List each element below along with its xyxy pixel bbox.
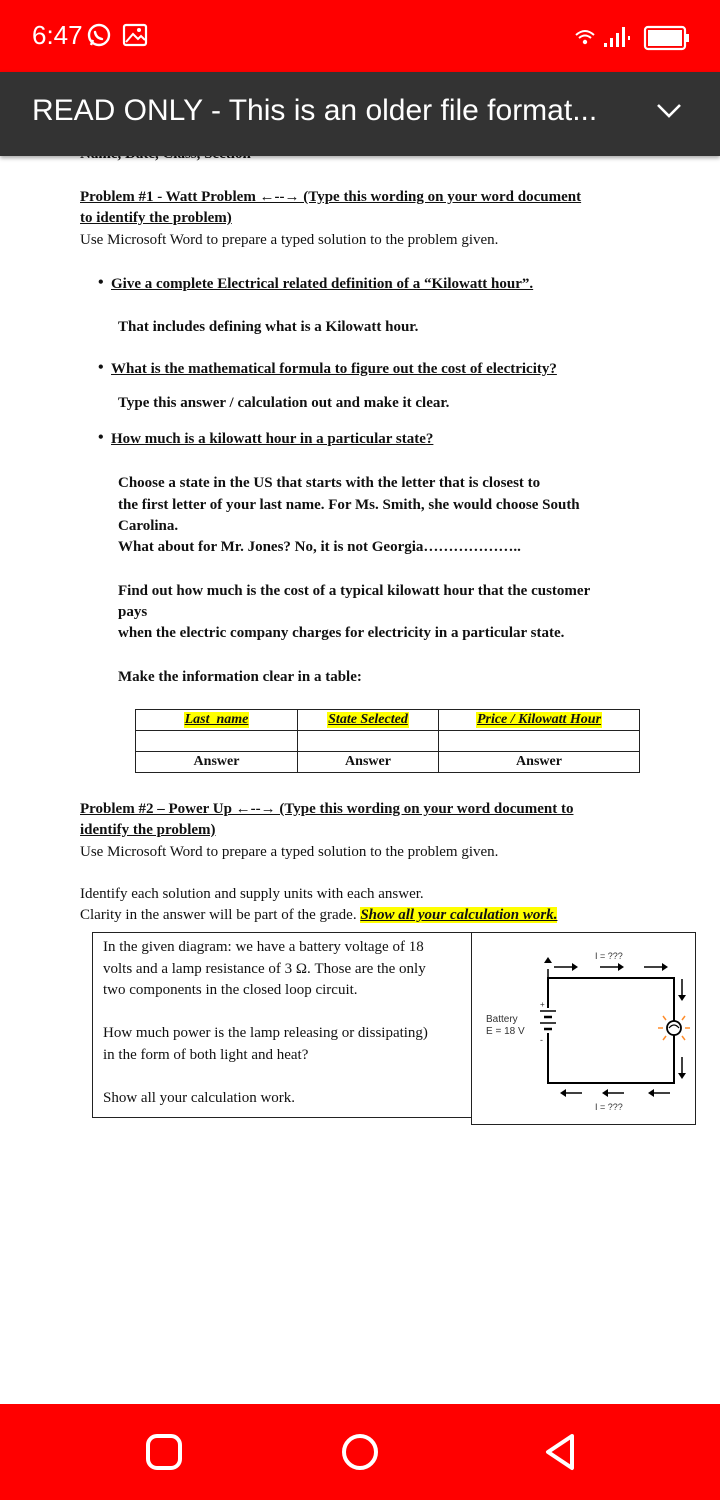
box-line: Show all your calculation work. bbox=[103, 1090, 296, 1106]
table-cell[interactable] bbox=[439, 731, 640, 752]
box-line: How much power is the lamp releasing or dissipating) bbox=[103, 1025, 428, 1041]
circuit-diagram-box bbox=[471, 932, 696, 1125]
battery-minus: - bbox=[540, 1035, 543, 1045]
paragraph-line: Choose a state in the US that starts with the letter that is closest to bbox=[118, 475, 541, 491]
bullet-marker: • bbox=[98, 429, 104, 446]
problem1-instruction: Use Microsoft Word to prepare a typed solution to the problem given. bbox=[80, 232, 499, 248]
bullet-marker: • bbox=[98, 274, 104, 291]
table-header-row bbox=[136, 710, 640, 731]
table-header-cell: Last_name bbox=[184, 712, 249, 727]
battery-icon bbox=[644, 26, 690, 55]
wifi-icon bbox=[574, 28, 596, 51]
battery-voltage: E = 18 V bbox=[486, 1026, 525, 1037]
battery-icon bbox=[540, 1011, 556, 1029]
home-icon[interactable] bbox=[340, 1432, 380, 1477]
problem2-instruction: Use Microsoft Word to prepare a typed solution to the problem given. bbox=[80, 844, 499, 860]
problem2-heading-cont: identify the problem) bbox=[80, 822, 216, 838]
problem2-heading: Problem #2 – Power Up ←--→ (Type this wording on your word document to bbox=[80, 801, 574, 817]
current-arrow bbox=[572, 963, 578, 971]
back-icon[interactable] bbox=[542, 1432, 582, 1477]
problem2-text-box bbox=[92, 932, 472, 1118]
paragraph-line: Find out how much is the cost of a typical kilowatt hour that the customer bbox=[118, 583, 591, 599]
table-header-cell: State Selected bbox=[328, 712, 408, 727]
bullet-detail: That includes defining what is a Kilowatt hour. bbox=[118, 319, 419, 335]
table-header-cell: Price / Kilowatt Hour bbox=[476, 712, 602, 727]
table-cell[interactable] bbox=[136, 731, 298, 752]
bullet-formula: What is the mathematical formula to figure out the cost of electricity? bbox=[111, 361, 557, 377]
chevron-down-icon[interactable] bbox=[656, 102, 682, 125]
table-intro: Make the information clear in a table: bbox=[118, 669, 362, 685]
current-label-bottom: I = ??? bbox=[595, 1102, 623, 1112]
current-arrow bbox=[678, 995, 686, 1001]
gallery-icon bbox=[122, 22, 148, 53]
table-cell[interactable]: Answer bbox=[136, 752, 298, 773]
current-arrow bbox=[602, 1089, 608, 1097]
table-cell[interactable]: Answer bbox=[298, 752, 439, 773]
identify-text: Identify each solution and supply units with each answer. bbox=[80, 886, 424, 902]
current-arrow bbox=[544, 957, 552, 963]
bullet-marker: • bbox=[98, 359, 104, 376]
whatsapp-icon bbox=[86, 22, 112, 53]
clarity-text bbox=[80, 905, 557, 926]
circuit-wire bbox=[548, 1033, 674, 1083]
bullet-kilowatt-state: How much is a kilowatt hour in a particular state? bbox=[111, 431, 434, 447]
clarity-text-plain: Clarity in the answer will be part of the grade. bbox=[80, 907, 357, 923]
current-label-top: I = ??? bbox=[595, 951, 623, 961]
table-row bbox=[136, 731, 640, 752]
read-only-banner[interactable]: READ ONLY - This is an older file format... bbox=[32, 94, 598, 127]
bullet-kilowatt-definition: Give a complete Electrical related definition of a “Kilowatt hour”. bbox=[111, 276, 534, 292]
paragraph-line: the first letter of your last name. For Ms. Smith, she would choose South bbox=[118, 497, 580, 513]
paragraph-line: What about for Mr. Jones? No, it is not Georgia……………….. bbox=[118, 539, 521, 555]
document-page[interactable] bbox=[0, 156, 720, 1404]
circuit-wire bbox=[548, 978, 674, 1023]
info-table bbox=[135, 709, 640, 773]
current-arrow bbox=[678, 1073, 686, 1079]
table-cell[interactable]: Answer bbox=[439, 752, 640, 773]
current-arrow bbox=[618, 963, 624, 971]
current-arrow bbox=[560, 1089, 566, 1097]
box-line: In the given diagram: we have a battery voltage of 18 bbox=[103, 939, 424, 955]
problem1-heading-cont: to identify the problem) bbox=[80, 210, 232, 226]
app-bar bbox=[0, 72, 720, 156]
recent-apps-icon[interactable] bbox=[144, 1432, 184, 1477]
bullet-detail: Type this answer / calculation out and make it clear. bbox=[118, 395, 450, 411]
box-line: in the form of both light and heat? bbox=[103, 1047, 309, 1063]
table-row bbox=[136, 752, 640, 773]
battery-label: Battery bbox=[486, 1014, 518, 1025]
box-line: two components in the closed loop circuit. bbox=[103, 982, 358, 998]
status-time: 6:47 bbox=[32, 20, 83, 50]
paragraph-line: when the electric company charges for electricity in a particular state. bbox=[118, 625, 565, 641]
calculation-highlight: Show all your calculation work. bbox=[360, 907, 558, 923]
circuit-diagram bbox=[472, 933, 695, 1124]
paragraph-line: pays bbox=[118, 604, 148, 620]
table-cell[interactable] bbox=[298, 731, 439, 752]
box-line: volts and a lamp resistance of 3 Ω. Those are the only bbox=[103, 961, 426, 977]
problem1-heading: Problem #1 - Watt Problem ←--→ (Type this wording on your word document bbox=[80, 189, 582, 205]
current-arrow bbox=[662, 963, 668, 971]
status-bar bbox=[0, 0, 720, 72]
navigation-bar bbox=[0, 1404, 720, 1500]
current-arrow bbox=[648, 1089, 654, 1097]
signal-icon bbox=[603, 24, 631, 53]
paragraph-line: Carolina. bbox=[118, 518, 179, 534]
battery-plus: + bbox=[540, 1000, 545, 1009]
